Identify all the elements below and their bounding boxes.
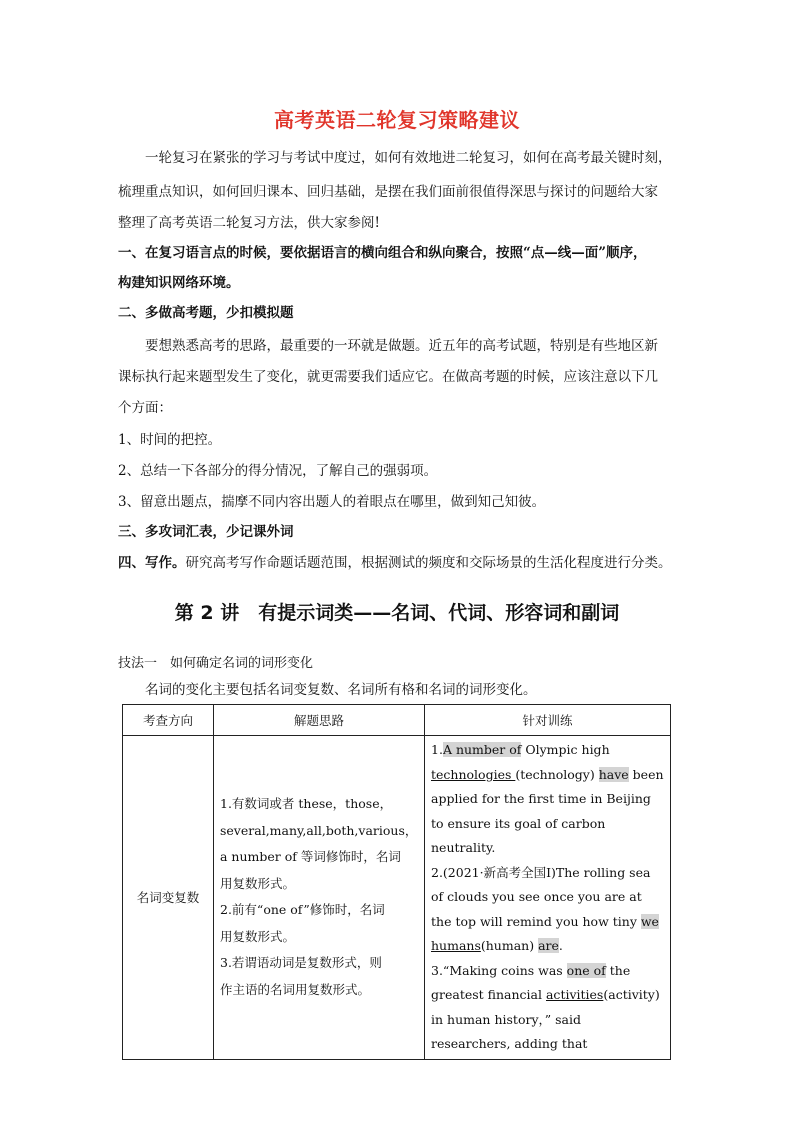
exercise-text: been applied for the first time in Beijing to ensure its goal of carbon neutrality. bbox=[431, 766, 664, 855]
point1-line-1: 一、在复习语言点的时候，要依据语言的横向组合和纵向聚合，按照“点—线—面”顺序， bbox=[118, 245, 647, 261]
row-label-cell: 名词变复数 bbox=[123, 736, 214, 1060]
exercise-text: (technology) bbox=[515, 766, 599, 782]
lecture-title: 第 2 讲 有提示词类——名词、代词、形容词和副词 bbox=[174, 602, 620, 624]
highlighted-phrase: have bbox=[598, 766, 629, 782]
table-row bbox=[123, 736, 671, 1060]
approach-line: 2.前有“one of”修饰时，名词 bbox=[220, 902, 385, 918]
approach-line: several,many,all,both,various， bbox=[220, 822, 418, 838]
point2-heading: 二、多做高考题，少扣模拟题 bbox=[118, 305, 294, 321]
point3-heading: 三、多攻词汇表，少记课外词 bbox=[118, 524, 294, 540]
para2-line-3: 个方面： bbox=[118, 400, 172, 416]
answer-word: humans bbox=[431, 938, 481, 953]
point4-text: 研究高考写作命题话题范围，根据测试的频度和交际场景的生活化程度进行分类。 bbox=[185, 555, 672, 571]
point4-label: 四、写作。 bbox=[118, 555, 186, 571]
para2-line-2: 课标执行起来题型发生了变化，就更需要我们适应它。在做高考题的时候，应该注意以下几 bbox=[118, 369, 658, 385]
answer-word: technologies bbox=[431, 766, 516, 782]
highlighted-phrase: are bbox=[538, 938, 559, 953]
document-title: 高考英语二轮复习策略建议 bbox=[274, 108, 520, 132]
exercise-number: 1. bbox=[431, 742, 443, 757]
approach-line: 3.若谓语动词是复数形式，则 bbox=[220, 955, 382, 971]
list-item-1: 1、时间的把控。 bbox=[118, 432, 222, 448]
method-heading: 技法一 如何确定名词的词形变化 bbox=[118, 656, 314, 671]
method-table bbox=[122, 704, 671, 1060]
exercise-text: the greatest financial bbox=[431, 962, 631, 1002]
approach-line: 1.有数词或者 these，those， bbox=[220, 796, 393, 812]
exercise-text: . bbox=[558, 938, 563, 953]
highlighted-phrase: we bbox=[640, 913, 659, 929]
table-header-cell: 针对训练 bbox=[425, 705, 671, 736]
list-item-3: 3、留意出题点，揣摩不同内容出题人的着眼点在哪里，做到知己知彼。 bbox=[118, 494, 546, 510]
exercise-text: 3.“Making coins was bbox=[431, 962, 567, 978]
approach-line: a number of 等词修饰时，名词 bbox=[220, 849, 401, 865]
point1-line-2: 构建知识网络环境。 bbox=[118, 275, 240, 291]
intro-line-1: 一轮复习在紧张的学习与考试中度过，如何有效地进二轮复习，如何在高考最关键时刻， bbox=[145, 150, 672, 166]
para2-line-1: 要想熟悉高考的思路，最重要的一环就是做题。近五年的高考试题，特别是有些地区新 bbox=[145, 338, 658, 354]
list-item-2: 2、总结一下各部分的得分情况，了解自己的强弱项。 bbox=[118, 463, 438, 479]
table-header-row bbox=[123, 705, 671, 736]
intro-line-2: 梳理重点知识，如何回归课本、回归基础，是摆在我们面前很值得深思与探讨的问题给大家 bbox=[118, 184, 658, 200]
approach-line: 用复数形式。 bbox=[220, 875, 296, 891]
exercise-text: Olympic high bbox=[521, 742, 610, 757]
exercise-text: 2.(2021·新高考全国Ⅰ)The rolling sea of clouds you see once you are at the top will remind you how tiny bbox=[431, 864, 651, 929]
method-description: 名词的变化主要包括名词变复数、名词所有格和名词的词形变化。 bbox=[145, 682, 537, 698]
exercise-text: (activity) in human history，” said researchers, adding that bbox=[431, 987, 660, 1051]
answer-word: activities bbox=[545, 987, 604, 1002]
point4-line bbox=[118, 551, 672, 571]
exercise-2 bbox=[431, 861, 664, 959]
table-header-cell: 解题思路 bbox=[214, 705, 425, 736]
approach-line: 作主语的名词用复数形式。 bbox=[220, 981, 371, 997]
highlighted-phrase: A number of bbox=[442, 742, 522, 757]
highlighted-phrase: one of bbox=[566, 962, 606, 978]
exercise-text: (human) bbox=[480, 938, 539, 953]
table-header-cell: 考查方向 bbox=[123, 705, 214, 736]
training-cell bbox=[425, 736, 671, 1060]
approach-line: 用复数形式。 bbox=[220, 928, 296, 944]
intro-line-3: 整理了高考英语二轮复习方法，供大家参阅! bbox=[118, 215, 380, 231]
exercise-3 bbox=[431, 959, 664, 1057]
exercise-1 bbox=[431, 738, 664, 861]
approach-cell bbox=[214, 736, 425, 1060]
